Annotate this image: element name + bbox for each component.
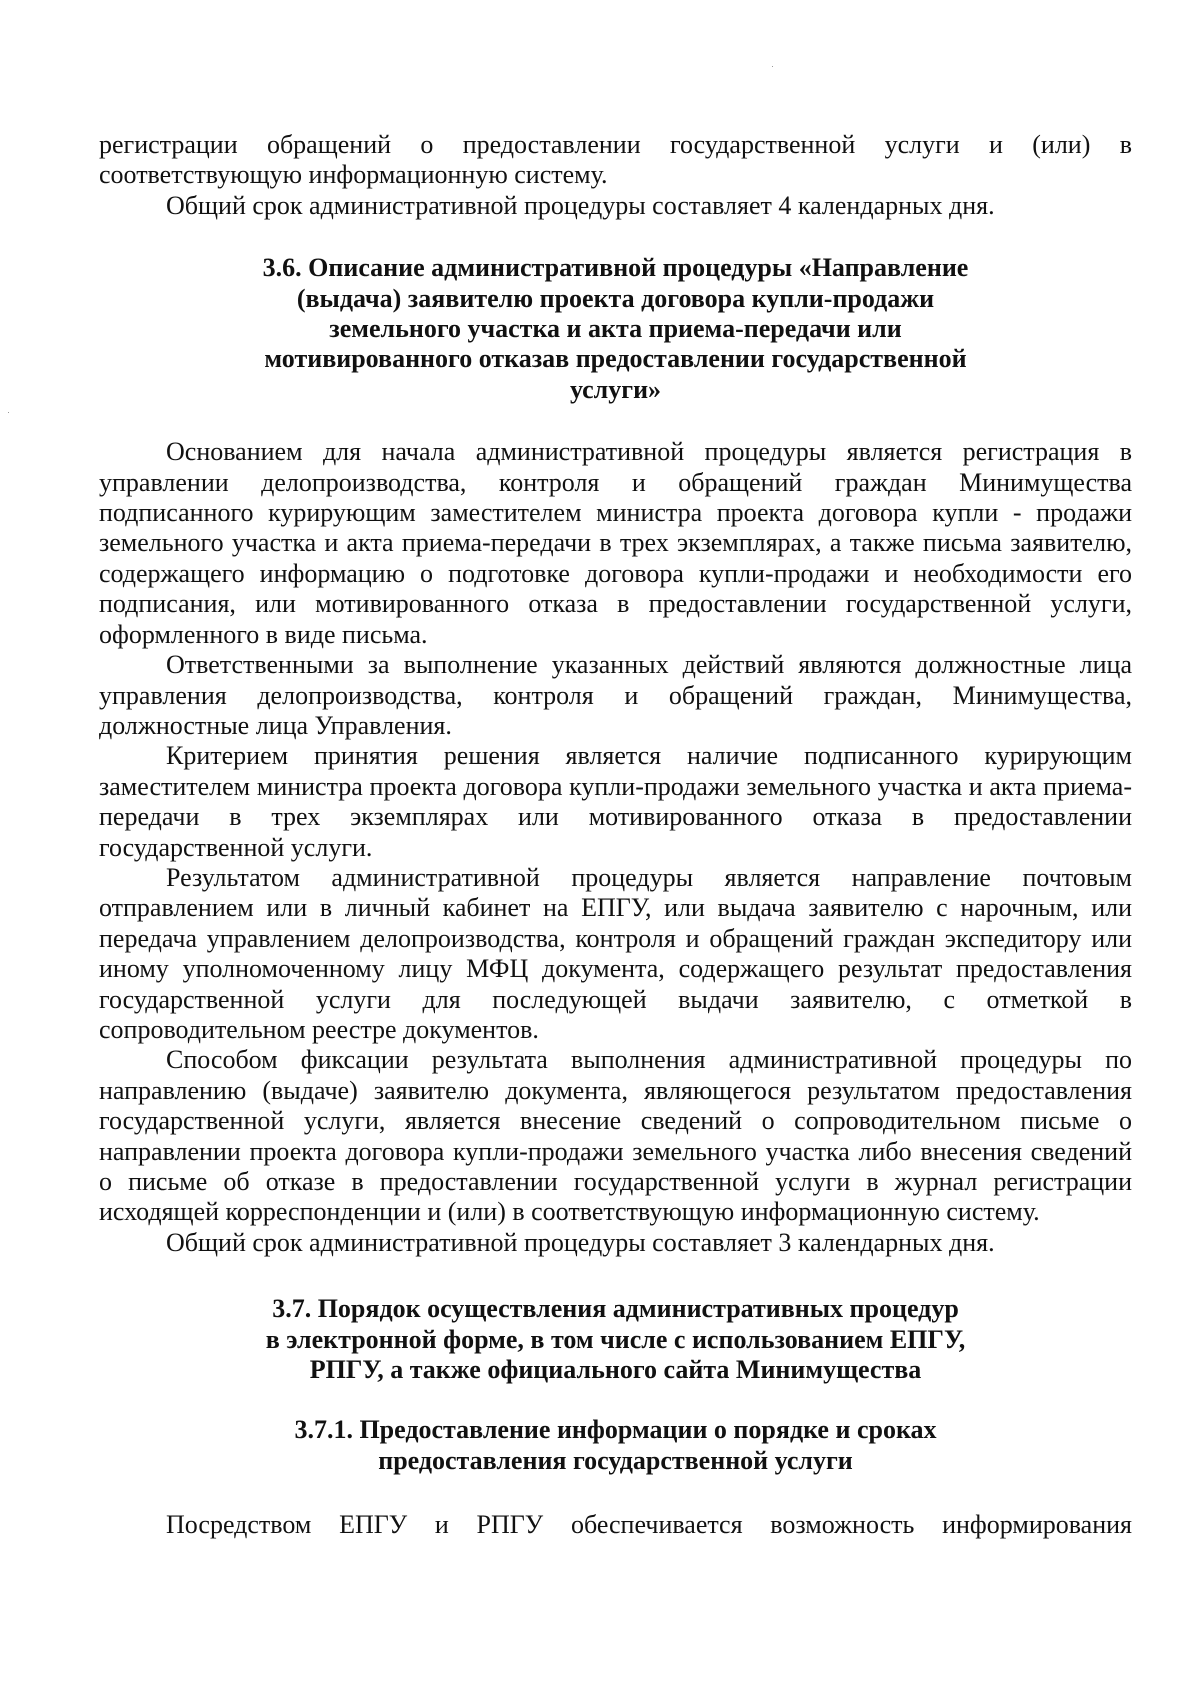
- section-3-7-heading: [206, 1294, 1026, 1385]
- heading-line: в электронной форме, в том числе с использованием ЕПГУ,: [265, 1324, 966, 1354]
- scan-speck: [8, 412, 9, 413]
- paragraph-term: Общий срок административной процедуры составляет 3 календарных дня.: [166, 1227, 995, 1257]
- paragraph-epgu-start: Посредством ЕПГУ и РПГУ обеспечивается возможность информирования: [166, 1510, 1132, 1540]
- heading-line: мотивированного отказав предоставлении государственной: [264, 344, 967, 374]
- heading-line: РПГУ, а также официального сайта Минимущества: [309, 1355, 922, 1385]
- section-3-6-heading: [226, 253, 1006, 405]
- paragraph-criterion: Критерием принятия решения является наличие подписанного курирующим заместителем министра проекта договора купли-продажи земельного участка и акта приема-передачи в трех экземплярах или мотивированного отказа в предоставлении государственной услуги.: [99, 741, 1132, 862]
- document-page: [99, 130, 1132, 1541]
- scan-speck: [772, 66, 773, 67]
- heading-line: услуги»: [569, 374, 662, 404]
- heading-line: 3.6. Описание административной процедуры «Направление: [262, 253, 969, 283]
- intro-continuation: регистрации обращений о предоставлении государственной услуги и (или) в соответствующую информационную систему.: [99, 130, 1132, 190]
- heading-line: предоставления государственной услуги: [378, 1445, 853, 1475]
- paragraph-responsible: Ответственными за выполнение указанных действий являются должностные лица управления делопроизводства, контроля и обращений граждан, Минимущества, должностные лица Управления.: [99, 650, 1132, 740]
- paragraph-recording-method: Способом фиксации результата выполнения административной процедуры по направлению (выдаче) заявителю документа, являющегося результатом предоставления государственной услуги, является внесение сведений о сопроводительном письме о направлении проекта договора купли-продажи земельного участка либо внесения сведений о письме об отказе в предоставлении государственной услуги в журнал регистрации исходящей корреспонденции и (или) в соответствующую информационную систему.: [99, 1045, 1132, 1227]
- paragraph-result: Результатом административной процедуры является направление почтовым отправлением или в личный кабинет на ЕПГУ, или выдача заявителю с нарочным, или передача управлением делопроизводства, контроля и обращений граждан экспедитору или иному уполномоченному лицу МФЦ документа, содержащего результат предоставления государственной услуги для последующей выдачи заявителю, с отметкой в сопроводительном реестре документов.: [99, 862, 1132, 1044]
- intro-term: Общий срок административной процедуры составляет 4 календарных дня.: [166, 190, 995, 220]
- heading-line: 3.7. Порядок осуществления административных процедур: [272, 1294, 959, 1324]
- section-3-7-1-heading: [236, 1415, 996, 1476]
- paragraph-basis: Основанием для начала административной процедуры является регистрация в управлении делопроизводства, контроля и обращений граждан Минимущества подписанного курирующим заместителем министра проекта договора купли - продажи земельного участка и акта приема-передачи в трех экземплярах, а также письма заявителю, содержащего информацию о подготовке договора купли-продажи и необходимости его подписания, или мотивированного отказа в предоставлении государственной услуги, оформленного в виде письма.: [99, 437, 1132, 649]
- heading-line: 3.7.1. Предоставление информации о порядке и сроках: [294, 1415, 937, 1445]
- heading-line: (выдача) заявителю проекта договора купли-продажи: [296, 283, 935, 313]
- heading-line: земельного участка и акта приема-передачи или: [329, 314, 902, 344]
